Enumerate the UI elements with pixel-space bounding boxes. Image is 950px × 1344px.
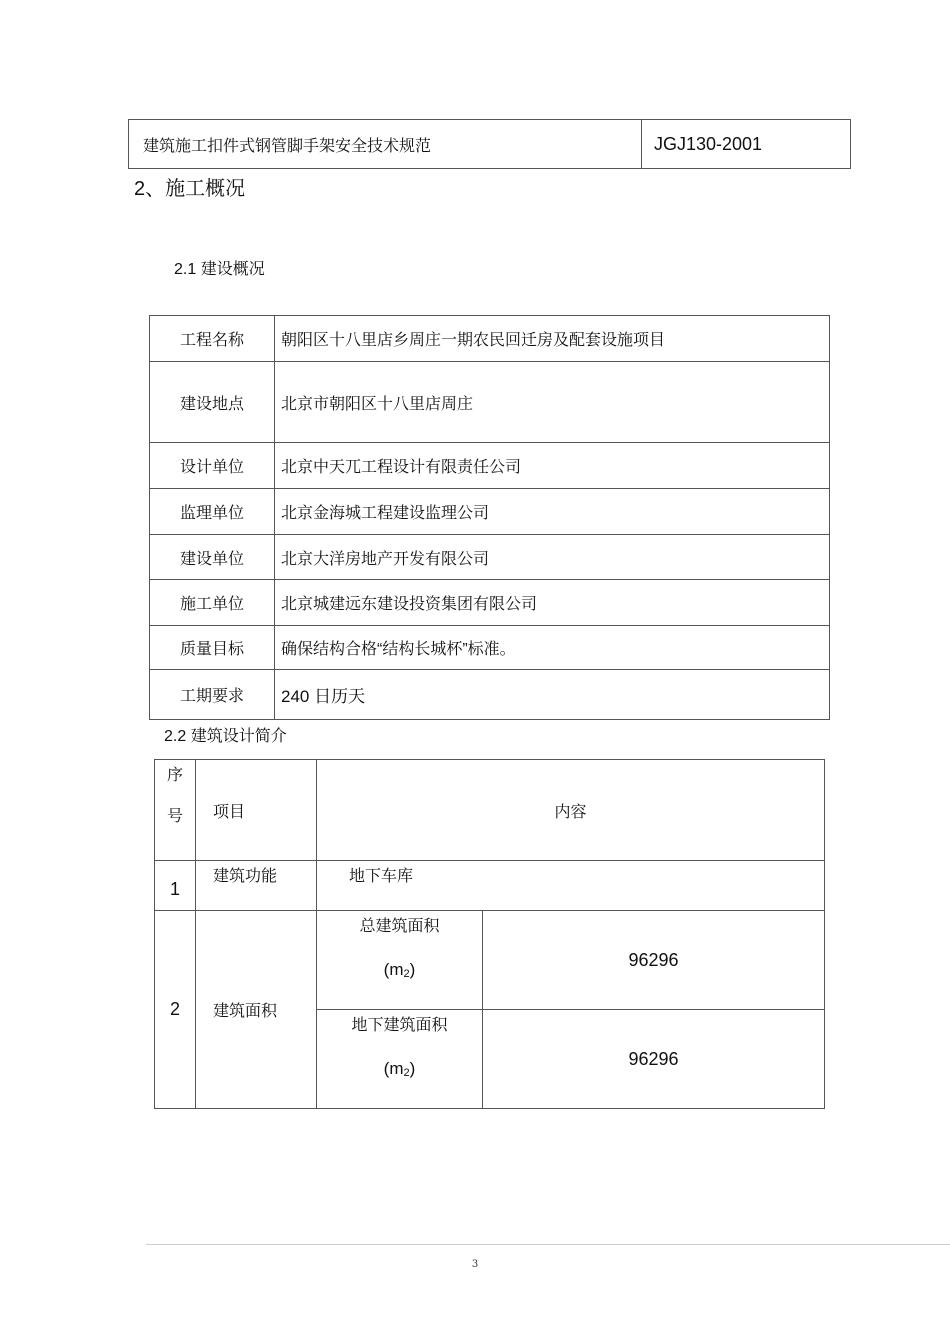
overview-value: 朝阳区十八里店乡周庄一期农民回迁房及配套设施项目	[275, 316, 830, 362]
area-label-total	[317, 911, 483, 1010]
overview-value: 北京大洋房地产开发有限公司	[275, 535, 830, 580]
header-item: 项目	[196, 760, 317, 861]
overview-value: 确保结构合格“结构长城杯”标准。	[275, 626, 830, 670]
table-row	[155, 861, 825, 911]
area-label-total-text: 总建筑面积	[359, 918, 440, 935]
table-row	[155, 911, 825, 1010]
table-row	[150, 580, 830, 626]
table-row	[150, 626, 830, 670]
area-unit-total-sub: 2	[403, 968, 410, 980]
page-number: 3	[471, 1259, 479, 1270]
overview-value: 北京金海城工程建设监理公司	[275, 489, 830, 535]
overview-value: 北京中天兀工程设计有限责任公司	[275, 443, 830, 489]
table-row	[155, 760, 825, 861]
header-seq-line1: 序	[166, 767, 183, 784]
overview-key: 建设单位	[150, 535, 275, 580]
table-row	[150, 670, 830, 720]
overview-key: 设计单位	[150, 443, 275, 489]
section-title: 2、施工概况	[134, 178, 246, 200]
overview-key: 工程名称	[150, 316, 275, 362]
header-content: 内容	[317, 760, 825, 861]
table-row	[150, 362, 830, 443]
header-seq-line2: 号	[166, 808, 183, 825]
area-unit-total: (m2)	[383, 960, 416, 980]
overview-value: 北京市朝阳区十八里店周庄	[275, 362, 830, 443]
overview-key: 质量目标	[150, 626, 275, 670]
footer-divider	[146, 1244, 950, 1245]
subsection-title-overview: 2.1 建设概况	[174, 261, 265, 278]
table-row	[150, 443, 830, 489]
area-value-underground: 96296	[483, 1010, 825, 1109]
overview-key: 工期要求	[150, 670, 275, 720]
overview-value: 北京城建远东建设投资集团有限公司	[275, 580, 830, 626]
overview-value: 240 日历天	[275, 670, 830, 720]
subsection-title-design: 2.2 建筑设计简介	[164, 728, 287, 745]
area-unit-underground-base: m	[389, 1059, 404, 1078]
area-value-total: 96296	[483, 911, 825, 1010]
table-row	[150, 535, 830, 580]
area-label-underground	[317, 1010, 483, 1109]
header-seq	[155, 760, 196, 861]
area-label-underground-text: 地下建筑面积	[351, 1017, 448, 1034]
overview-key: 建设地点	[150, 362, 275, 443]
table-row	[129, 120, 851, 169]
building-design-table	[154, 759, 825, 1109]
row-content: 地下车库	[317, 861, 825, 911]
area-unit-underground-sub: 2	[403, 1067, 410, 1079]
row-number: 1	[155, 861, 196, 911]
row-item: 建筑功能	[196, 861, 317, 911]
row-number: 2	[155, 911, 196, 1109]
project-overview-table	[149, 315, 830, 720]
overview-key: 施工单位	[150, 580, 275, 626]
area-unit-underground: (m2)	[383, 1059, 416, 1079]
standard-name: 建筑施工扣件式钢管脚手架安全技术规范	[129, 120, 642, 169]
table-row	[150, 489, 830, 535]
table-row	[150, 316, 830, 362]
row-item: 建筑面积	[196, 911, 317, 1109]
area-unit-total-base: m	[389, 960, 404, 979]
overview-key: 监理单位	[150, 489, 275, 535]
standard-reference-table	[128, 119, 851, 169]
standard-code: JGJ130-2001	[642, 120, 851, 169]
